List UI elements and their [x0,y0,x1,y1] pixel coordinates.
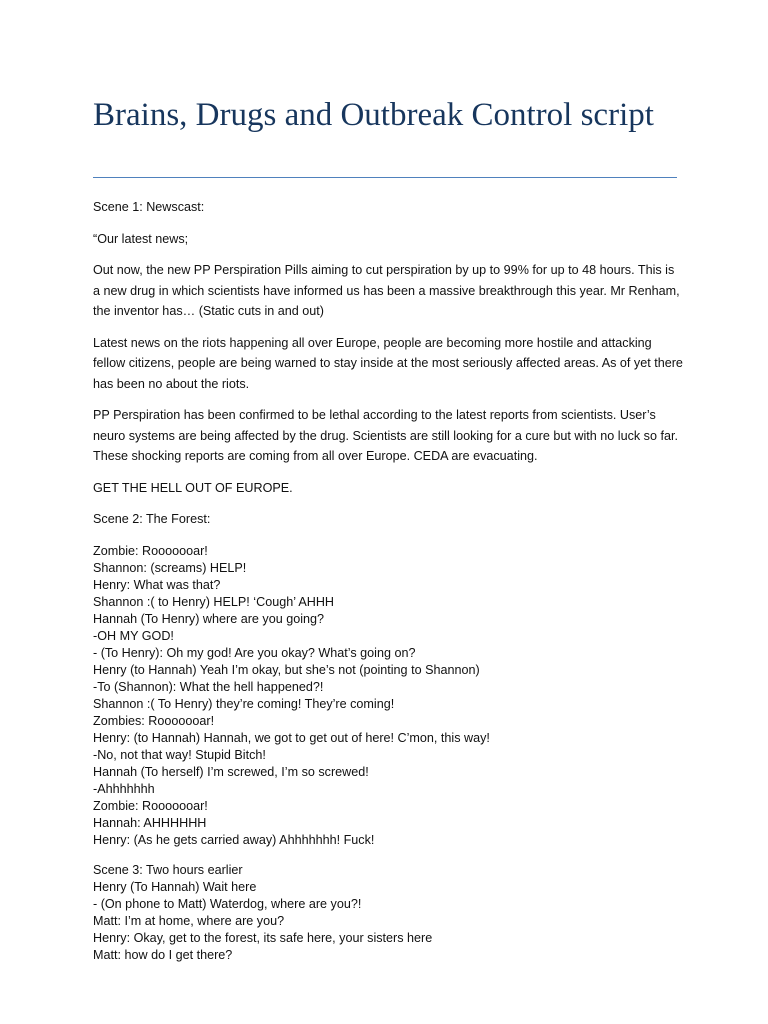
dialogue-line: Zombie: Rooooooar! [93,798,208,813]
dialogue-line: Henry (To Hannah) Wait here [93,879,257,894]
document-body [93,197,683,964]
dialogue-line: Hannah: AHHHHHH [93,815,207,830]
scene1-paragraph-3: Latest news on the riots happening all over Europe, people are becoming more hostile and attacking fellow citizens, people are being warned to stay inside at the most seriously affected areas. As of yet there has been no about the riots. [93,335,683,391]
scene2-heading: Scene 2: The Forest: [93,512,211,526]
dialogue-line: Shannon :( To Henry) they’re coming! They’re coming! [93,696,395,711]
scene3-heading: Scene 3: Two hours earlier [93,862,243,877]
scene1-paragraph-5: GET THE HELL OUT OF EUROPE. [93,480,293,495]
dialogue-line: Henry: (As he gets carried away) Ahhhhhhh! Fuck! [93,832,375,847]
dialogue-line: Matt: how do I get there? [93,947,233,962]
dialogue-line: Henry (to Hannah) Yeah I’m okay, but she’s not (pointing to Shannon) [93,662,480,677]
dialogue-line: Henry: Okay, get to the forest, its safe here, your sisters here [93,930,433,945]
dialogue-line: -No, not that way! Stupid Bitch! [93,747,266,762]
document-title: Brains, Drugs and Outbreak Control script [93,97,654,133]
scene3-dialogue [93,862,683,964]
dialogue-line: Shannon: (screams) HELP! [93,560,247,575]
dialogue-line: Zombie: Rooooooar! [93,543,208,558]
dialogue-line: -OH MY GOD! [93,628,174,643]
dialogue-line: Henry: (to Hannah) Hannah, we got to get out of here! C’mon, this way! [93,730,490,745]
dialogue-line: Matt: I’m at home, where are you? [93,913,285,928]
scene1-paragraph-2: Out now, the new PP Perspiration Pills aiming to cut perspiration by up to 99% for up to 48 hours. This is a new drug in which scientists have informed us has been a massive breakthrough this year. Mr Renham, the inventor has… (Static cuts in and out) [93,263,680,318]
scene1-paragraph-1: “Our latest news; [93,231,189,246]
dialogue-line: Zombies: Rooooooar! [93,713,215,728]
dialogue-line: -To (Shannon): What the hell happened?! [93,679,324,694]
scene1-heading: Scene 1: Newscast: [93,200,205,214]
title-divider [93,177,677,178]
scene2-dialogue [93,543,683,849]
scene1-paragraph-4: PP Perspiration has been confirmed to be lethal according to the latest reports from scientists. User’s neuro systems are being affected by the drug. Scientists are still looking for a cure but with no luck so far. These shocking reports are coming from all over Europe. CEDA are evacuating. [93,408,678,463]
dialogue-line: Henry: What was that? [93,577,221,592]
dialogue-line: Shannon :( to Henry) HELP! ‘Cough’ AHHH [93,594,335,609]
dialogue-line: - (On phone to Matt) Waterdog, where are you?! [93,896,362,911]
dialogue-line: Hannah (To Henry) where are you going? [93,611,325,626]
dialogue-line: Hannah (To herself) I’m screwed, I’m so screwed! [93,764,369,779]
dialogue-line: -Ahhhhhhh [93,781,155,796]
dialogue-line: - (To Henry): Oh my god! Are you okay? What’s going on? [93,645,416,660]
